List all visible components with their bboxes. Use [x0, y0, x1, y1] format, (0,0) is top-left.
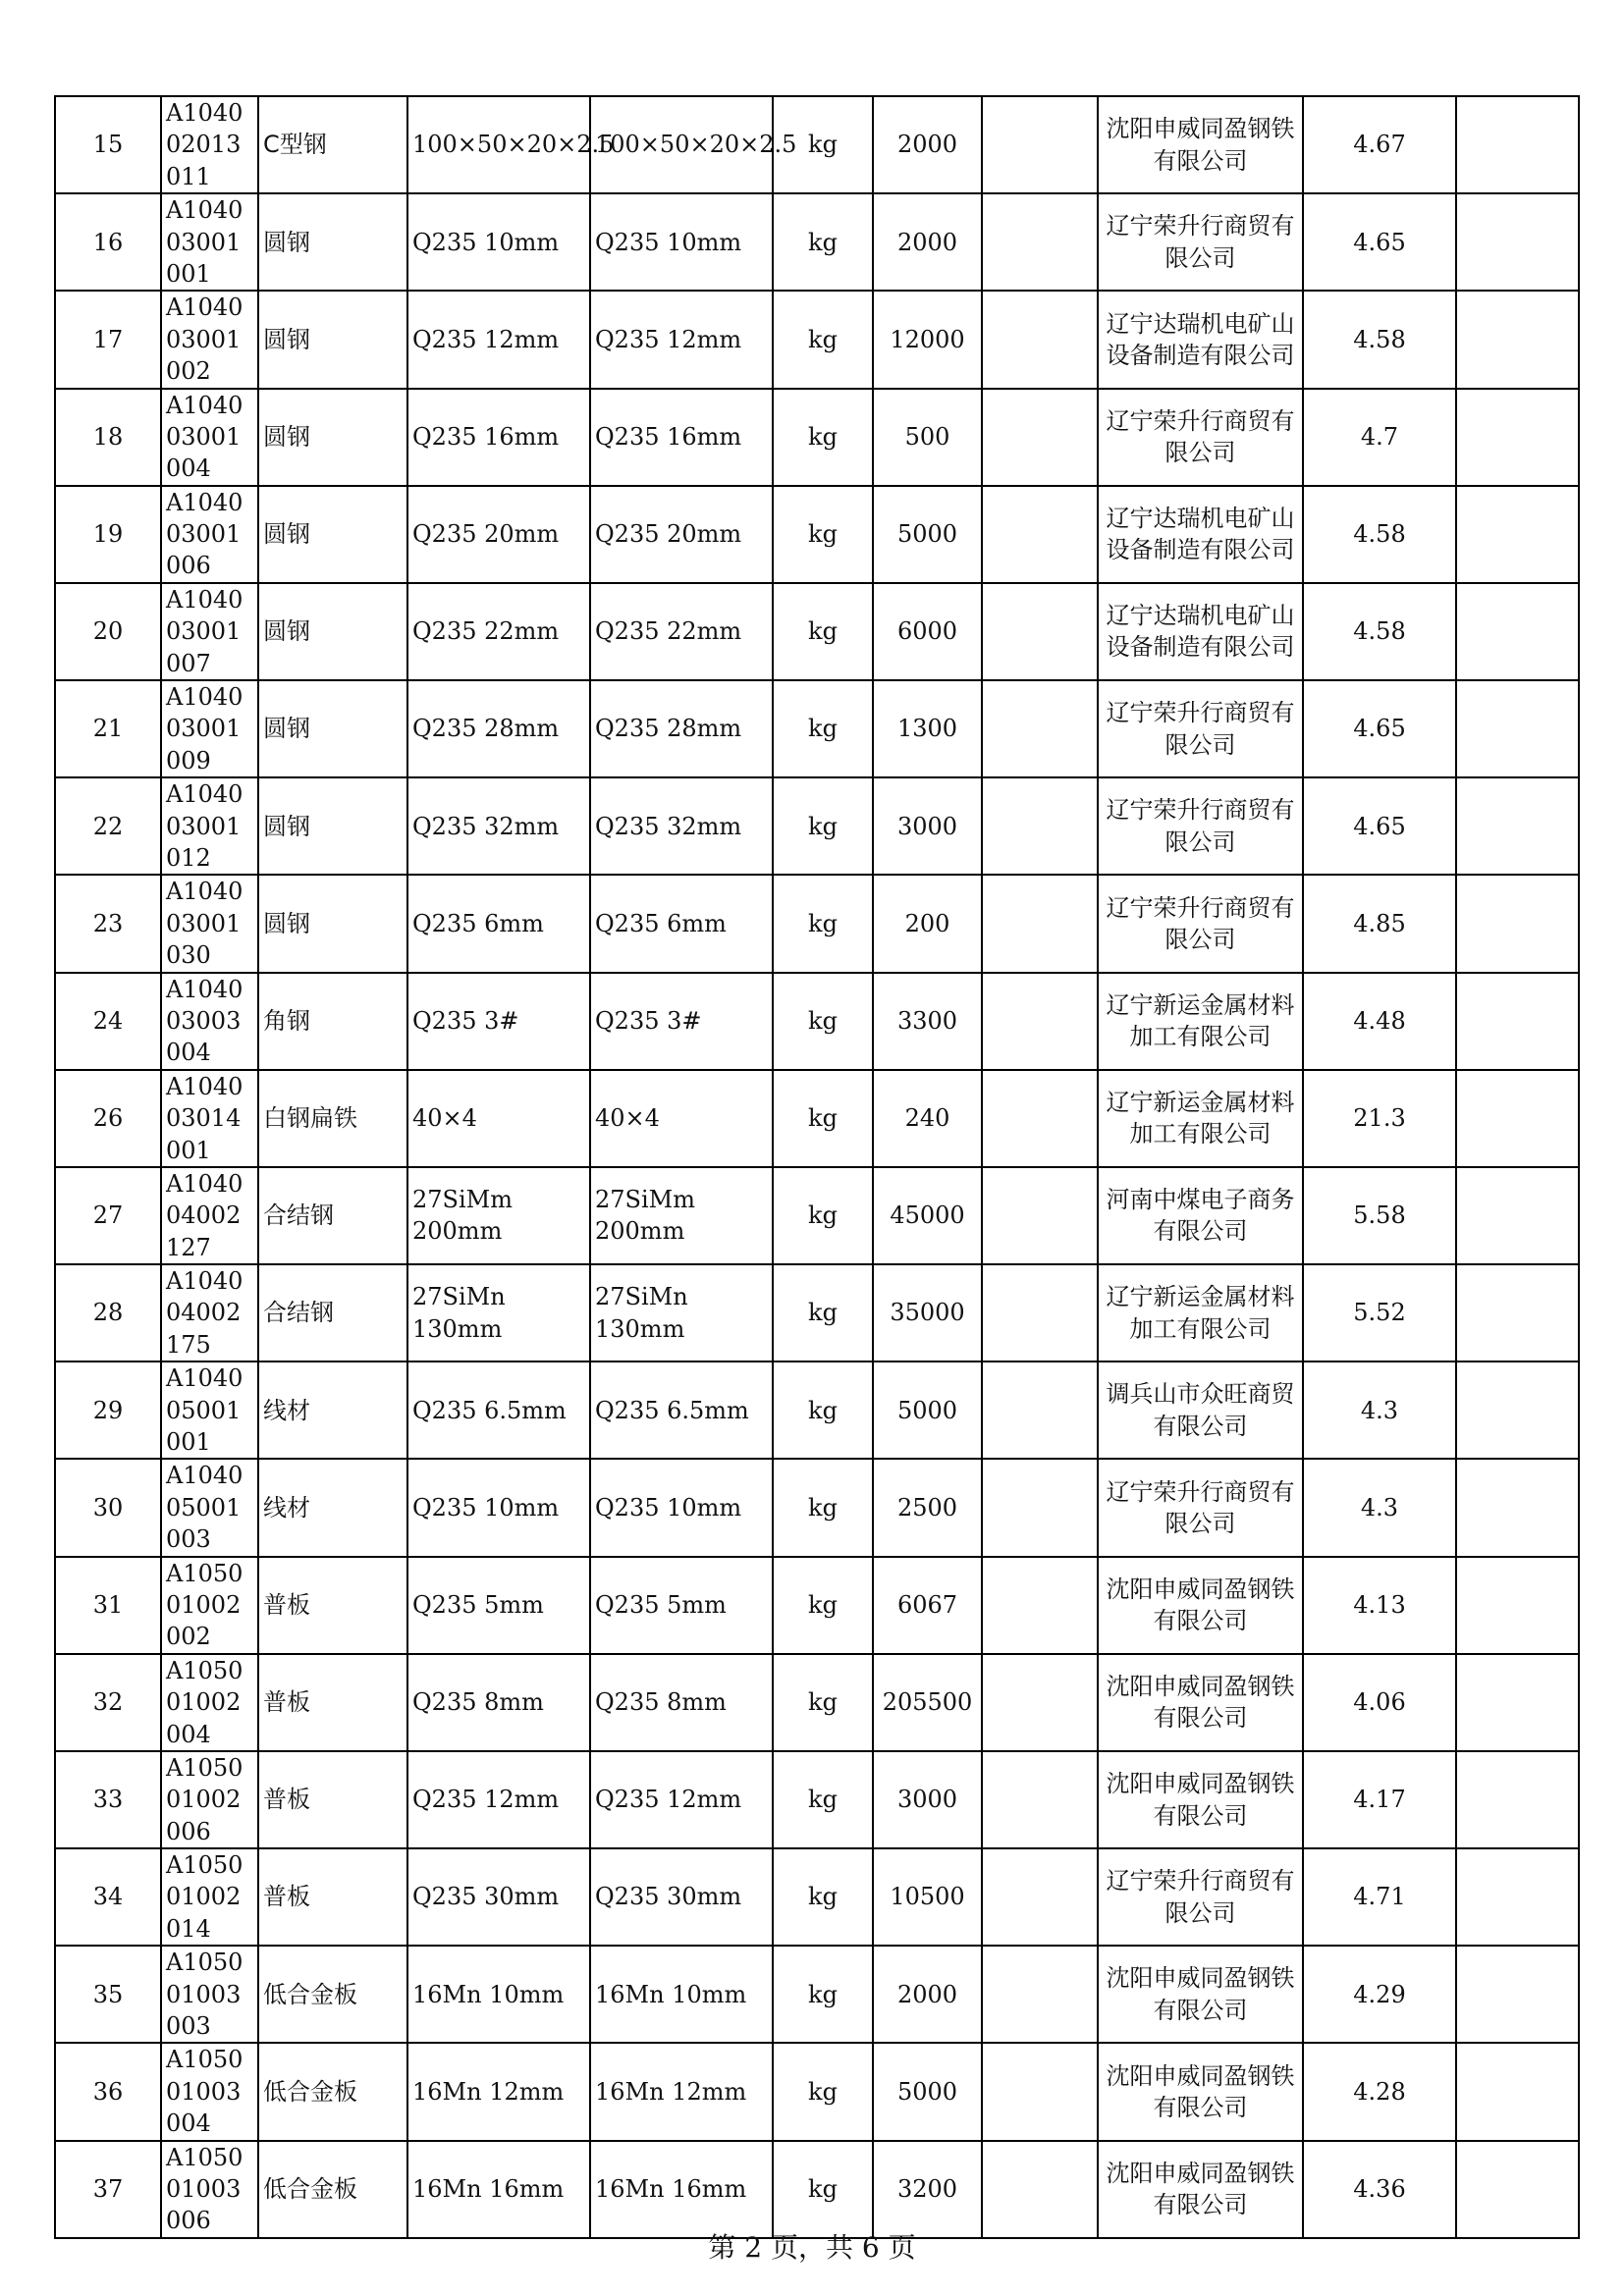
material-name: 线材	[258, 1459, 407, 1556]
unit: kg	[773, 486, 873, 583]
table-row	[55, 777, 1579, 875]
unit-price: 4.65	[1303, 680, 1456, 777]
quantity: 3000	[873, 777, 982, 875]
unit-price: 4.29	[1303, 1946, 1456, 2043]
quantity: 6000	[873, 583, 982, 680]
unit: kg	[773, 1848, 873, 1946]
specification: Q235 22mm	[407, 583, 590, 680]
material-code: A104003014001	[161, 1070, 258, 1167]
row-number: 24	[55, 973, 161, 1070]
material-name: 低合金板	[258, 2043, 407, 2140]
specification: Q235 12mm	[407, 291, 590, 388]
row-number: 34	[55, 1848, 161, 1946]
unit: kg	[773, 1264, 873, 1362]
blank-cell	[1456, 1070, 1579, 1167]
unit-price: 5.52	[1303, 1264, 1456, 1362]
table-row	[55, 1459, 1579, 1556]
unit-price: 4.28	[1303, 2043, 1456, 2140]
table-row	[55, 1751, 1579, 1848]
table-row	[55, 2141, 1579, 2238]
material-name: 角钢	[258, 973, 407, 1070]
material-code: A105001002004	[161, 1654, 258, 1751]
specification: 27SiMn 130mm	[407, 1264, 590, 1362]
model: Q235 10mm	[590, 193, 773, 291]
supplier: 沈阳申威同盈钢铁有限公司	[1098, 2141, 1303, 2238]
supplier: 辽宁荣升行商贸有限公司	[1098, 389, 1303, 486]
blank-cell	[982, 1264, 1098, 1362]
table-row	[55, 1557, 1579, 1654]
row-number: 22	[55, 777, 161, 875]
procurement-table	[54, 95, 1580, 2239]
row-number: 33	[55, 1751, 161, 1848]
row-number: 21	[55, 680, 161, 777]
unit-price: 5.58	[1303, 1167, 1456, 1264]
unit: kg	[773, 1557, 873, 1654]
material-code: A104005001003	[161, 1459, 258, 1556]
table-row	[55, 680, 1579, 777]
material-code: A104003001001	[161, 193, 258, 291]
unit: kg	[773, 583, 873, 680]
table-row	[55, 1848, 1579, 1946]
material-name: 线材	[258, 1362, 407, 1459]
blank-cell	[982, 1751, 1098, 1848]
blank-cell	[1456, 291, 1579, 388]
quantity: 2000	[873, 193, 982, 291]
model: 16Mn 10mm	[590, 1946, 773, 2043]
blank-cell	[1456, 583, 1579, 680]
blank-cell	[982, 1459, 1098, 1556]
blank-cell	[1456, 777, 1579, 875]
quantity: 10500	[873, 1848, 982, 1946]
quantity: 200	[873, 875, 982, 972]
unit-price: 4.3	[1303, 1362, 1456, 1459]
quantity: 12000	[873, 291, 982, 388]
unit: kg	[773, 2043, 873, 2140]
table-row	[55, 389, 1579, 486]
specification: Q235 20mm	[407, 486, 590, 583]
unit-price: 4.58	[1303, 291, 1456, 388]
blank-cell	[1456, 1362, 1579, 1459]
material-name: 圆钢	[258, 291, 407, 388]
model: Q235 8mm	[590, 1654, 773, 1751]
model: Q235 6.5mm	[590, 1362, 773, 1459]
table-row	[55, 583, 1579, 680]
material-name: 圆钢	[258, 389, 407, 486]
material-name: 圆钢	[258, 680, 407, 777]
material-name: 普板	[258, 1848, 407, 1946]
blank-cell	[982, 96, 1098, 193]
model: Q235 22mm	[590, 583, 773, 680]
material-name: 合结钢	[258, 1167, 407, 1264]
specification: 40×4	[407, 1070, 590, 1167]
unit: kg	[773, 1167, 873, 1264]
unit-price: 4.13	[1303, 1557, 1456, 1654]
table-row	[55, 1264, 1579, 1362]
model: Q235 3#	[590, 973, 773, 1070]
blank-cell	[1456, 875, 1579, 972]
unit: kg	[773, 1946, 873, 2043]
blank-cell	[982, 389, 1098, 486]
blank-cell	[1456, 973, 1579, 1070]
material-code: A104004002175	[161, 1264, 258, 1362]
specification: Q235 8mm	[407, 1654, 590, 1751]
model: 16Mn 12mm	[590, 2043, 773, 2140]
supplier: 辽宁荣升行商贸有限公司	[1098, 680, 1303, 777]
quantity: 205500	[873, 1654, 982, 1751]
specification: Q235 30mm	[407, 1848, 590, 1946]
model: Q235 20mm	[590, 486, 773, 583]
unit-price: 4.48	[1303, 973, 1456, 1070]
blank-cell	[982, 1362, 1098, 1459]
model: 100×50×20×2.5	[590, 96, 773, 193]
unit-price: 4.36	[1303, 2141, 1456, 2238]
table-row	[55, 875, 1579, 972]
row-number: 18	[55, 389, 161, 486]
table-row	[55, 1654, 1579, 1751]
quantity: 45000	[873, 1167, 982, 1264]
row-number: 29	[55, 1362, 161, 1459]
row-number: 23	[55, 875, 161, 972]
unit: kg	[773, 777, 873, 875]
table-row	[55, 96, 1579, 193]
blank-cell	[982, 1070, 1098, 1167]
material-code: A104003003004	[161, 973, 258, 1070]
model: 27SiMn 130mm	[590, 1264, 773, 1362]
model: Q235 28mm	[590, 680, 773, 777]
page-footer: 第 2 页，共 6 页	[708, 2231, 916, 2264]
specification: 16Mn 16mm	[407, 2141, 590, 2238]
row-number: 35	[55, 1946, 161, 2043]
material-code: A104003001002	[161, 291, 258, 388]
table-row	[55, 291, 1579, 388]
table-row	[55, 1070, 1579, 1167]
blank-cell	[1456, 1167, 1579, 1264]
row-number: 28	[55, 1264, 161, 1362]
supplier: 沈阳申威同盈钢铁有限公司	[1098, 1946, 1303, 2043]
material-name: 合结钢	[258, 1264, 407, 1362]
specification: Q235 10mm	[407, 1459, 590, 1556]
model: Q235 6mm	[590, 875, 773, 972]
supplier: 辽宁荣升行商贸有限公司	[1098, 193, 1303, 291]
blank-cell	[1456, 1946, 1579, 2043]
supplier: 辽宁荣升行商贸有限公司	[1098, 1848, 1303, 1946]
supplier: 沈阳申威同盈钢铁有限公司	[1098, 1654, 1303, 1751]
blank-cell	[982, 680, 1098, 777]
blank-cell	[1456, 680, 1579, 777]
specification: Q235 5mm	[407, 1557, 590, 1654]
supplier: 辽宁荣升行商贸有限公司	[1098, 777, 1303, 875]
specification: 16Mn 10mm	[407, 1946, 590, 2043]
unit-price: 4.17	[1303, 1751, 1456, 1848]
table-row	[55, 973, 1579, 1070]
model: Q235 16mm	[590, 389, 773, 486]
supplier: 辽宁新运金属材料加工有限公司	[1098, 973, 1303, 1070]
material-name: 普板	[258, 1751, 407, 1848]
material-code: A104003001012	[161, 777, 258, 875]
blank-cell	[1456, 1557, 1579, 1654]
row-number: 37	[55, 2141, 161, 2238]
specification: Q235 3#	[407, 973, 590, 1070]
blank-cell	[1456, 389, 1579, 486]
quantity: 3200	[873, 2141, 982, 2238]
blank-cell	[982, 1848, 1098, 1946]
blank-cell	[1456, 1848, 1579, 1946]
unit: kg	[773, 1751, 873, 1848]
material-name: 普板	[258, 1654, 407, 1751]
row-number: 19	[55, 486, 161, 583]
model: Q235 32mm	[590, 777, 773, 875]
blank-cell	[982, 875, 1098, 972]
table-body	[55, 96, 1579, 2238]
row-number: 27	[55, 1167, 161, 1264]
specification: Q235 28mm	[407, 680, 590, 777]
supplier: 沈阳申威同盈钢铁有限公司	[1098, 1557, 1303, 1654]
blank-cell	[1456, 2043, 1579, 2140]
model: Q235 10mm	[590, 1459, 773, 1556]
row-number: 30	[55, 1459, 161, 1556]
unit: kg	[773, 1070, 873, 1167]
model: 27SiMm 200mm	[590, 1167, 773, 1264]
blank-cell	[1456, 1264, 1579, 1362]
specification: Q235 6mm	[407, 875, 590, 972]
material-name: 圆钢	[258, 583, 407, 680]
supplier: 辽宁达瑞机电矿山设备制造有限公司	[1098, 291, 1303, 388]
row-number: 26	[55, 1070, 161, 1167]
model: 40×4	[590, 1070, 773, 1167]
material-code: A104002013011	[161, 96, 258, 193]
material-name: 白钢扁铁	[258, 1070, 407, 1167]
material-name: 低合金板	[258, 1946, 407, 2043]
blank-cell	[1456, 1459, 1579, 1556]
material-code: A104003001007	[161, 583, 258, 680]
material-code: A105001003004	[161, 2043, 258, 2140]
unit-price: 4.65	[1303, 777, 1456, 875]
material-code: A105001002014	[161, 1848, 258, 1946]
material-code: A105001003006	[161, 2141, 258, 2238]
unit-price: 4.71	[1303, 1848, 1456, 1946]
specification: Q235 10mm	[407, 193, 590, 291]
quantity: 5000	[873, 2043, 982, 2140]
quantity: 5000	[873, 486, 982, 583]
blank-cell	[982, 777, 1098, 875]
model: Q235 5mm	[590, 1557, 773, 1654]
quantity: 240	[873, 1070, 982, 1167]
model: Q235 30mm	[590, 1848, 773, 1946]
specification: Q235 32mm	[407, 777, 590, 875]
quantity: 5000	[873, 1362, 982, 1459]
unit: kg	[773, 1459, 873, 1556]
material-name: 圆钢	[258, 777, 407, 875]
blank-cell	[982, 973, 1098, 1070]
unit: kg	[773, 2141, 873, 2238]
material-code: A105001002006	[161, 1751, 258, 1848]
blank-cell	[982, 193, 1098, 291]
specification: 100×50×20×2.5	[407, 96, 590, 193]
unit-price: 4.06	[1303, 1654, 1456, 1751]
row-number: 16	[55, 193, 161, 291]
blank-cell	[1456, 486, 1579, 583]
unit-price: 4.3	[1303, 1459, 1456, 1556]
row-number: 36	[55, 2043, 161, 2140]
blank-cell	[1456, 1654, 1579, 1751]
table-row	[55, 2043, 1579, 2140]
supplier: 沈阳申威同盈钢铁有限公司	[1098, 2043, 1303, 2140]
quantity: 6067	[873, 1557, 982, 1654]
table-row	[55, 486, 1579, 583]
material-name: C型钢	[258, 96, 407, 193]
unit-price: 4.58	[1303, 486, 1456, 583]
specification: Q235 16mm	[407, 389, 590, 486]
blank-cell	[982, 486, 1098, 583]
row-number: 20	[55, 583, 161, 680]
quantity: 1300	[873, 680, 982, 777]
quantity: 3000	[873, 1751, 982, 1848]
model: 16Mn 16mm	[590, 2141, 773, 2238]
unit: kg	[773, 1362, 873, 1459]
row-number: 31	[55, 1557, 161, 1654]
unit: kg	[773, 973, 873, 1070]
unit-price: 4.7	[1303, 389, 1456, 486]
specification: Q235 6.5mm	[407, 1362, 590, 1459]
row-number: 17	[55, 291, 161, 388]
unit-price: 21.3	[1303, 1070, 1456, 1167]
table-row	[55, 193, 1579, 291]
model: Q235 12mm	[590, 291, 773, 388]
supplier: 辽宁达瑞机电矿山设备制造有限公司	[1098, 583, 1303, 680]
specification: 16Mn 12mm	[407, 2043, 590, 2140]
quantity: 2500	[873, 1459, 982, 1556]
table-row	[55, 1362, 1579, 1459]
blank-cell	[982, 1167, 1098, 1264]
supplier: 沈阳申威同盈钢铁有限公司	[1098, 1751, 1303, 1848]
material-name: 低合金板	[258, 2141, 407, 2238]
material-name: 圆钢	[258, 875, 407, 972]
unit-price: 4.85	[1303, 875, 1456, 972]
blank-cell	[1456, 193, 1579, 291]
unit-price: 4.58	[1303, 583, 1456, 680]
supplier: 沈阳申威同盈钢铁有限公司	[1098, 96, 1303, 193]
quantity: 2000	[873, 1946, 982, 2043]
supplier: 辽宁新运金属材料加工有限公司	[1098, 1070, 1303, 1167]
material-code: A104003001009	[161, 680, 258, 777]
quantity: 3300	[873, 973, 982, 1070]
unit: kg	[773, 875, 873, 972]
material-code: A104005001001	[161, 1362, 258, 1459]
blank-cell	[982, 2141, 1098, 2238]
quantity: 500	[873, 389, 982, 486]
specification: 27SiMm 200mm	[407, 1167, 590, 1264]
unit: kg	[773, 96, 873, 193]
blank-cell	[982, 1557, 1098, 1654]
blank-cell	[1456, 2141, 1579, 2238]
specification: Q235 12mm	[407, 1751, 590, 1848]
supplier: 河南中煤电子商务有限公司	[1098, 1167, 1303, 1264]
row-number: 32	[55, 1654, 161, 1751]
supplier: 调兵山市众旺商贸有限公司	[1098, 1362, 1303, 1459]
supplier: 辽宁达瑞机电矿山设备制造有限公司	[1098, 486, 1303, 583]
row-number: 15	[55, 96, 161, 193]
blank-cell	[982, 2043, 1098, 2140]
table-row	[55, 1167, 1579, 1264]
unit: kg	[773, 680, 873, 777]
blank-cell	[1456, 96, 1579, 193]
blank-cell	[982, 1654, 1098, 1751]
unit-price: 4.65	[1303, 193, 1456, 291]
blank-cell	[982, 583, 1098, 680]
supplier: 辽宁新运金属材料加工有限公司	[1098, 1264, 1303, 1362]
unit: kg	[773, 193, 873, 291]
unit-price: 4.67	[1303, 96, 1456, 193]
blank-cell	[982, 1946, 1098, 2043]
material-code: A104004002127	[161, 1167, 258, 1264]
blank-cell	[1456, 1751, 1579, 1848]
material-name: 普板	[258, 1557, 407, 1654]
material-code: A104003001006	[161, 486, 258, 583]
supplier: 辽宁荣升行商贸有限公司	[1098, 875, 1303, 972]
table-row	[55, 1946, 1579, 2043]
material-name: 圆钢	[258, 193, 407, 291]
unit: kg	[773, 389, 873, 486]
model: Q235 12mm	[590, 1751, 773, 1848]
material-code: A104003001030	[161, 875, 258, 972]
material-code: A104003001004	[161, 389, 258, 486]
unit: kg	[773, 291, 873, 388]
material-code: A105001002002	[161, 1557, 258, 1654]
material-code: A105001003003	[161, 1946, 258, 2043]
material-name: 圆钢	[258, 486, 407, 583]
blank-cell	[982, 291, 1098, 388]
unit: kg	[773, 1654, 873, 1751]
supplier: 辽宁荣升行商贸有限公司	[1098, 1459, 1303, 1556]
quantity: 35000	[873, 1264, 982, 1362]
quantity: 2000	[873, 96, 982, 193]
